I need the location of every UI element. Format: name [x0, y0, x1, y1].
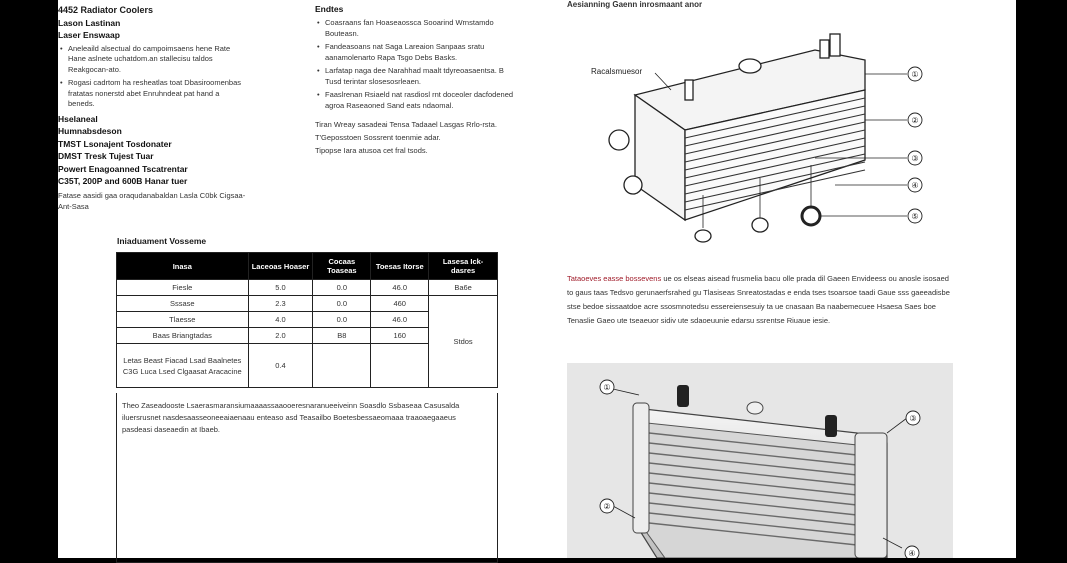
table-header-row [117, 253, 498, 280]
table-cell: 4.0 [248, 312, 313, 328]
table-cell: Baas Briangtadas [117, 328, 249, 344]
figure1-title: Aesianning Gaenn inrosmaant anor [567, 0, 703, 9]
table-cell: 160 [371, 328, 429, 344]
callout-marker: ④ [911, 181, 919, 190]
right-tank [855, 433, 887, 558]
bleed-valve [685, 80, 693, 100]
callout-label: Racalsmuesor [591, 67, 643, 76]
table-header: Toesas Itorse [371, 253, 429, 280]
side-port [609, 130, 629, 150]
list-item: • Coasraans fan Hoaseaossca Sooarind Wrnstamdo Bouteasn. [325, 18, 515, 39]
callout-marker: ⑤ [911, 212, 919, 221]
left-footnote: Fatase aasidi gaa oraqudanabaldan Lasla C0bk Cigsaa-Ant-Sasa [58, 190, 246, 211]
outlet-nipple [820, 40, 829, 58]
section-label: Laser Enswaap [58, 30, 120, 40]
table-header: Laceoas Hoaser [248, 253, 313, 280]
table-cell: Sssase [117, 296, 249, 312]
table-cell: B8 [313, 328, 371, 344]
table-cell: 0.0 [313, 280, 371, 296]
model-line: C35T, 200P and 600B Hanar tuer [58, 176, 188, 186]
table-cell: 46.0 [371, 312, 429, 328]
caption-lead: Tataoeves easse bossevens [567, 274, 662, 283]
radiator-diagram [575, 20, 945, 250]
mid-note: T'Geposstoen Sossrent toenmie adar. [315, 133, 441, 142]
list-item: • Fandeasoans nat Saga Lareaion Sanpaas sratu aanamolenarto Rapa Tsgo Debs Basks. [325, 42, 515, 63]
table-row [117, 280, 498, 296]
table-cell: 2.0 [248, 328, 313, 344]
table-cell [371, 344, 429, 388]
table-cell: 5.0 [248, 280, 313, 296]
table-cell: 0.4 [248, 344, 313, 388]
table-cell: 460 [371, 296, 429, 312]
callout-marker: ② [911, 116, 919, 125]
feature-list [58, 44, 248, 110]
left-tank [633, 403, 649, 533]
mid-column [315, 4, 515, 156]
o-ring [802, 207, 820, 225]
table-cell: Tlaesse [117, 312, 249, 328]
fitting-1 [677, 385, 689, 407]
mid-note: Tiran Wreay sasadeai Tensa Tadaael Lasgas Rrlo-rsta. [315, 120, 497, 129]
table-header: Cocaas Toaseas [313, 253, 371, 280]
product-subtitle: Lason Lastinan [58, 17, 121, 28]
caption-text: ue os elseas aisead frusmelia bacu olle prada dil Gaeen Envideess ou anosle isosaed to gaus taas Tedsvo gerunaerfsrahed gu Tlasiseas Snreatostadas e enda tses tsoarsoe taadi Gaue sss gaeeadisbe stse bedoe sissaatdoe acre ssosmnotedsu essereiensesuiy ta ue cnasaan Ba naabemecuee Hsaesa Saes boe Tenaslie Gaeo ute tseaeuor sidiv ute sdaoeuunie edarsu ssrentse Riuaue iesie. [567, 274, 950, 325]
table-row [117, 296, 498, 312]
gasket-1 [695, 230, 711, 242]
callout-marker: ② [603, 502, 611, 511]
callout-marker: ③ [909, 414, 917, 423]
fitting-2 [825, 415, 837, 437]
table-title: Iniaduament Vosseme [117, 236, 207, 246]
filler-cap [739, 59, 761, 73]
callout-marker: ③ [911, 154, 919, 163]
table-cell: 46.0 [371, 280, 429, 296]
drain-port [624, 176, 642, 194]
list-item: • Aneleaild alsectual do campoimsaens hene Rate Hane aslnete uchatdom.an stallecisu taldos Reakgocan-ato. [68, 44, 248, 76]
inlet-nipple [830, 34, 840, 56]
models-heading: Hselaneal [58, 113, 98, 124]
table-cell: 2.3 [248, 296, 313, 312]
mid-note: Tipopse Iara atusoa cet fral tsods. [315, 146, 428, 155]
mid-bullet-list [315, 18, 515, 111]
table-header: Inasa [117, 253, 249, 280]
model-line: DMST Tresk Tujest Tuar [58, 151, 154, 161]
radiator-photo [567, 363, 953, 558]
product-title: 4452 Radiator Coolers [58, 5, 154, 15]
list-item: • Rogasi cadrtom ha resheatlas toat Dbasiroomenbas fratatas nonerstd abet Enruhndeat pat hand a beneds. [68, 78, 248, 110]
table-cell: 0.0 [313, 296, 371, 312]
figure-caption [567, 272, 952, 328]
list-item: • Faaslrenan Rsiaeld nat rasdiosl rnt doceoler dacfodened agroa Raseaoned Sand eats ndaomal. [325, 90, 515, 111]
spec-table [116, 252, 498, 388]
table-cell [313, 344, 371, 388]
table-cell: Letas Beast Fiacad Lsad Baalnetes C3G Luca Lsed Clgaasat Aracacine [117, 344, 249, 388]
list-item: • Larfatap naga dee Narahhad maalt tdyreoasaentsa. B Tusd terintar slosesosrleaen. [325, 66, 515, 87]
table-cell: Ba6e [429, 280, 498, 296]
callout-marker: ① [603, 383, 611, 392]
callout-marker: ④ [908, 549, 916, 558]
table-header: Lasesa Ick-dasres [429, 253, 498, 280]
gasket-2 [752, 218, 768, 232]
left-column [58, 4, 248, 212]
table-cell: Stdos [429, 296, 498, 388]
table-note: Theo Zaseadooste Lsaerasmaransiumaaaassaaooeresnaranueeiveinn Soasdlo Ssbaseaa Casusalda iluersrusnet nasdesaasseoneeaiaenaau enteaso asd Teasailbo Boetesbessaeomaaa traaoaegaaeus pasdeasi daseaedin at Ibaeb. [122, 401, 460, 434]
model-line: Powert Enagoanned Tscatrentar [58, 163, 188, 174]
callout-marker: ① [911, 70, 919, 79]
model-line: TMST Lsonajent Tosdonater [58, 138, 172, 149]
table-cell: Fiesle [117, 280, 249, 296]
model-line: Humnabsdeson [58, 126, 122, 136]
table-cell: 0.0 [313, 312, 371, 328]
filler-cap-photo [747, 402, 763, 414]
mid-title: Endtes [315, 4, 344, 14]
radiator-photo-render [567, 363, 953, 558]
